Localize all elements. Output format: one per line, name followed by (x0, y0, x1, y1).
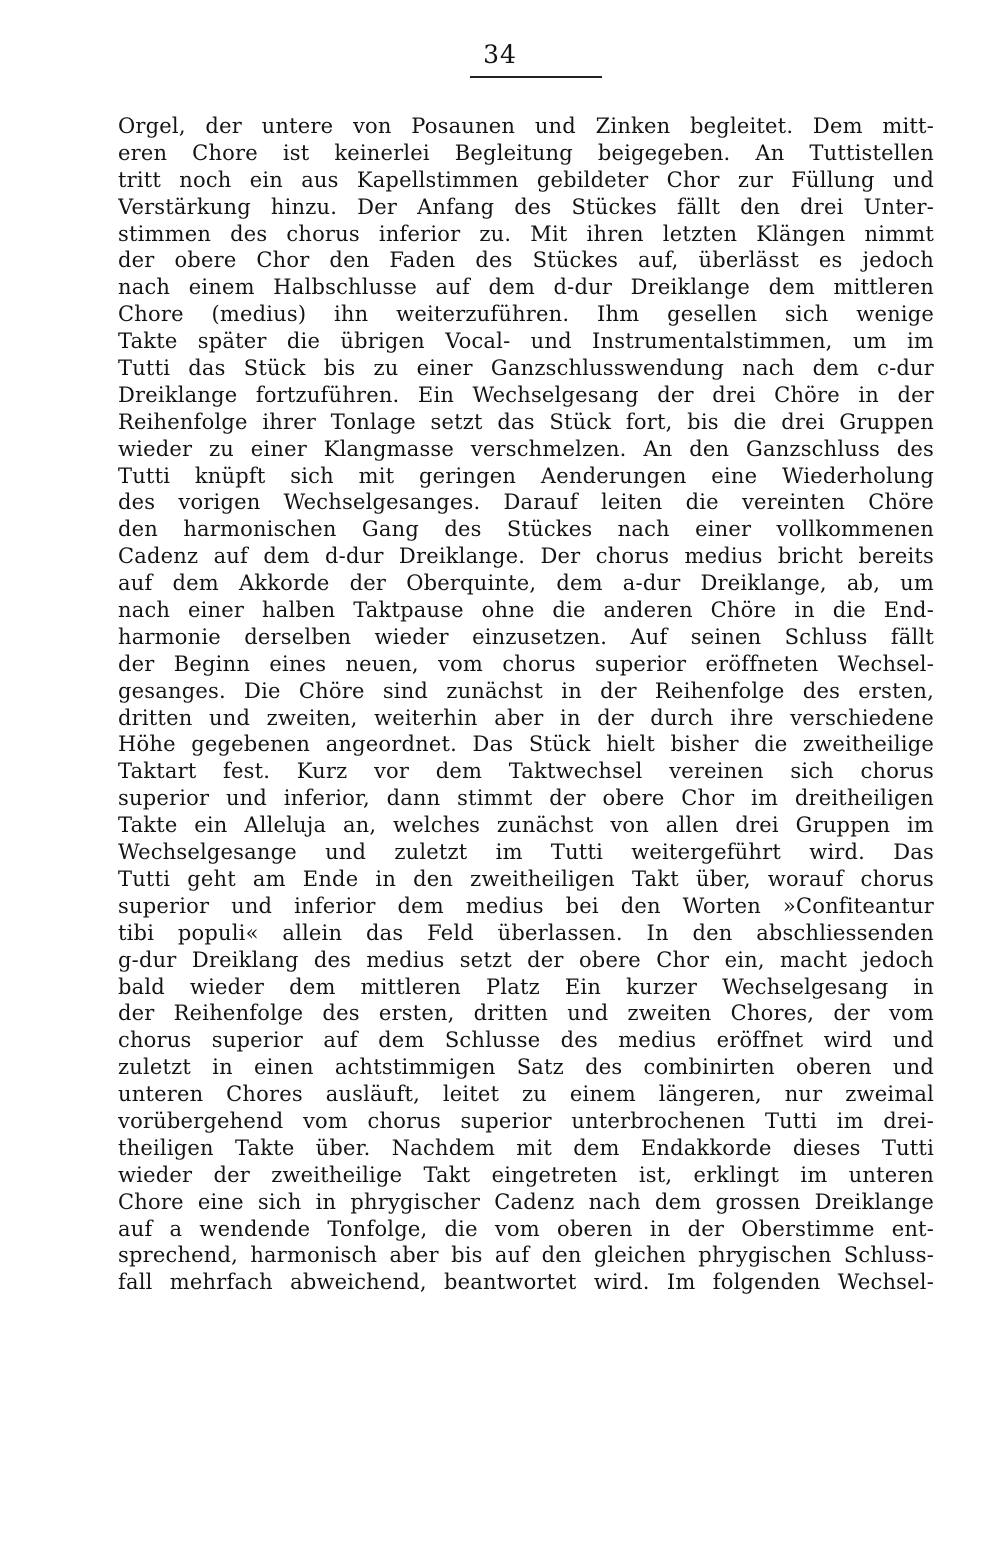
text-line: superior und inferior dem medius bei den Worten »Confiteantur (118, 893, 934, 918)
text-line: fall mehrfach abweichend, beantwortet wird. Im folgenden Wechsel- (118, 1270, 934, 1295)
text-line: harmonie derselben wieder einzusetzen. Auf seinen Schluss fällt (118, 624, 934, 649)
text-line: Tutti knüpft sich mit geringen Aenderungen eine Wiederholung (118, 463, 934, 488)
text-line: stimmen des chorus inferior zu. Mit ihren letzten Klängen nimmt (118, 221, 934, 246)
text-line: Tutti geht am Ende in den zweitheiligen Takt über, worauf chorus (118, 866, 934, 891)
text-line: den harmonischen Gang des Stückes nach einer vollkommenen (118, 517, 934, 542)
text-line: wieder zu einer Klangmasse verschmelzen. An den Ganzschluss des (118, 436, 934, 461)
text-line: Chore eine sich in phrygischer Cadenz nach dem grossen Dreiklange (118, 1189, 934, 1214)
text-line: superior und inferior, dann stimmt der obere Chor im dreitheiligen (118, 786, 934, 811)
body-text (118, 113, 934, 1296)
text-line: Takte später die übrigen Vocal- und Instrumentalstimmen, um im (118, 329, 934, 354)
text-line: eren Chore ist keinerlei Begleitung beigegeben. An Tuttistellen (118, 140, 934, 165)
text-line: sprechend, harmonisch aber bis auf den gleichen phrygischen Schluss- (118, 1243, 934, 1268)
text-line: nach einem Halbschlusse auf dem d-dur Dreiklange dem mittleren (118, 275, 934, 300)
text-line: tibi populi« allein das Feld überlassen. In den abschliessenden (118, 920, 934, 945)
text-line: Wechselgesange und zuletzt im Tutti weitergeführt wird. Das (118, 840, 934, 865)
text-line: tritt noch ein aus Kapellstimmen gebildeter Chor zur Füllung und (118, 167, 934, 192)
text-line: der Reihenfolge des ersten, dritten und zweiten Chores, der vom (118, 1001, 934, 1026)
text-line: Cadenz auf dem d-dur Dreiklange. Der chorus medius bricht bereits (118, 544, 934, 569)
text-line: nach einer halben Taktpause ohne die anderen Chöre in die End- (118, 598, 934, 623)
text-line: Chore (medius) ihn weiterzuführen. Ihm gesellen sich wenige (118, 302, 934, 327)
text-line: auf dem Akkorde der Oberquinte, dem a-dur Dreiklange, ab, um (118, 571, 934, 596)
text-line: bald wieder dem mittleren Platz Ein kurzer Wechselgesang in (118, 974, 934, 999)
text-line: chorus superior auf dem Schlusse des medius eröffnet wird und (118, 1028, 934, 1053)
text-line: auf a wendende Tonfolge, die vom oberen in der Oberstimme ent- (118, 1216, 934, 1241)
text-line: theiligen Takte über. Nachdem mit dem Endakkorde dieses Tutti (118, 1135, 934, 1160)
page-number: 34 (483, 40, 517, 69)
text-line: Tutti das Stück bis zu einer Ganzschlusswendung nach dem c-dur (118, 356, 934, 381)
text-line: g-dur Dreiklang des medius setzt der obere Chor ein, macht jedoch (118, 947, 934, 972)
text-line: Orgel, der untere von Posaunen und Zinken begleitet. Dem mitt- (118, 114, 934, 138)
text-line: wieder der zweitheilige Takt eingetreten ist, erklingt im unteren (118, 1162, 934, 1187)
text-line: unteren Chores ausläuft, leitet zu einem längeren, nur zweimal (118, 1082, 934, 1107)
text-line: der Beginn eines neuen, vom chorus superior eröffneten Wechsel- (118, 651, 934, 676)
text-line: Höhe gegebenen angeordnet. Das Stück hielt bisher die zweitheilige (118, 732, 934, 757)
text-line: dritten und zweiten, weiterhin aber in der durch ihre verschiedene (118, 705, 934, 730)
text-line: vorübergehend vom chorus superior unterbrochenen Tutti im drei- (118, 1108, 934, 1133)
text-line: gesanges. Die Chöre sind zunächst in der Reihenfolge des ersten, (118, 678, 934, 703)
text-line: Taktart fest. Kurz vor dem Taktwechsel vereinen sich chorus (118, 759, 934, 784)
text-line: Verstärkung hinzu. Der Anfang des Stückes fällt den drei Unter- (118, 194, 934, 219)
text-line: Reihenfolge ihrer Tonlage setzt das Stück fort, bis die drei Gruppen (118, 409, 934, 434)
header-rule (470, 76, 602, 78)
text-line: des vorigen Wechselgesanges. Darauf leiten die vereinten Chöre (118, 490, 934, 515)
text-line: zuletzt in einen achtstimmigen Satz des combinirten oberen und (118, 1055, 934, 1080)
text-line: Dreiklange fortzuführen. Ein Wechselgesang der drei Chöre in der (118, 382, 934, 407)
text-line: der obere Chor den Faden des Stückes auf, überlässt es jedoch (118, 248, 934, 273)
text-line: Takte ein Alleluja an, welches zunächst von allen drei Gruppen im (118, 813, 934, 838)
